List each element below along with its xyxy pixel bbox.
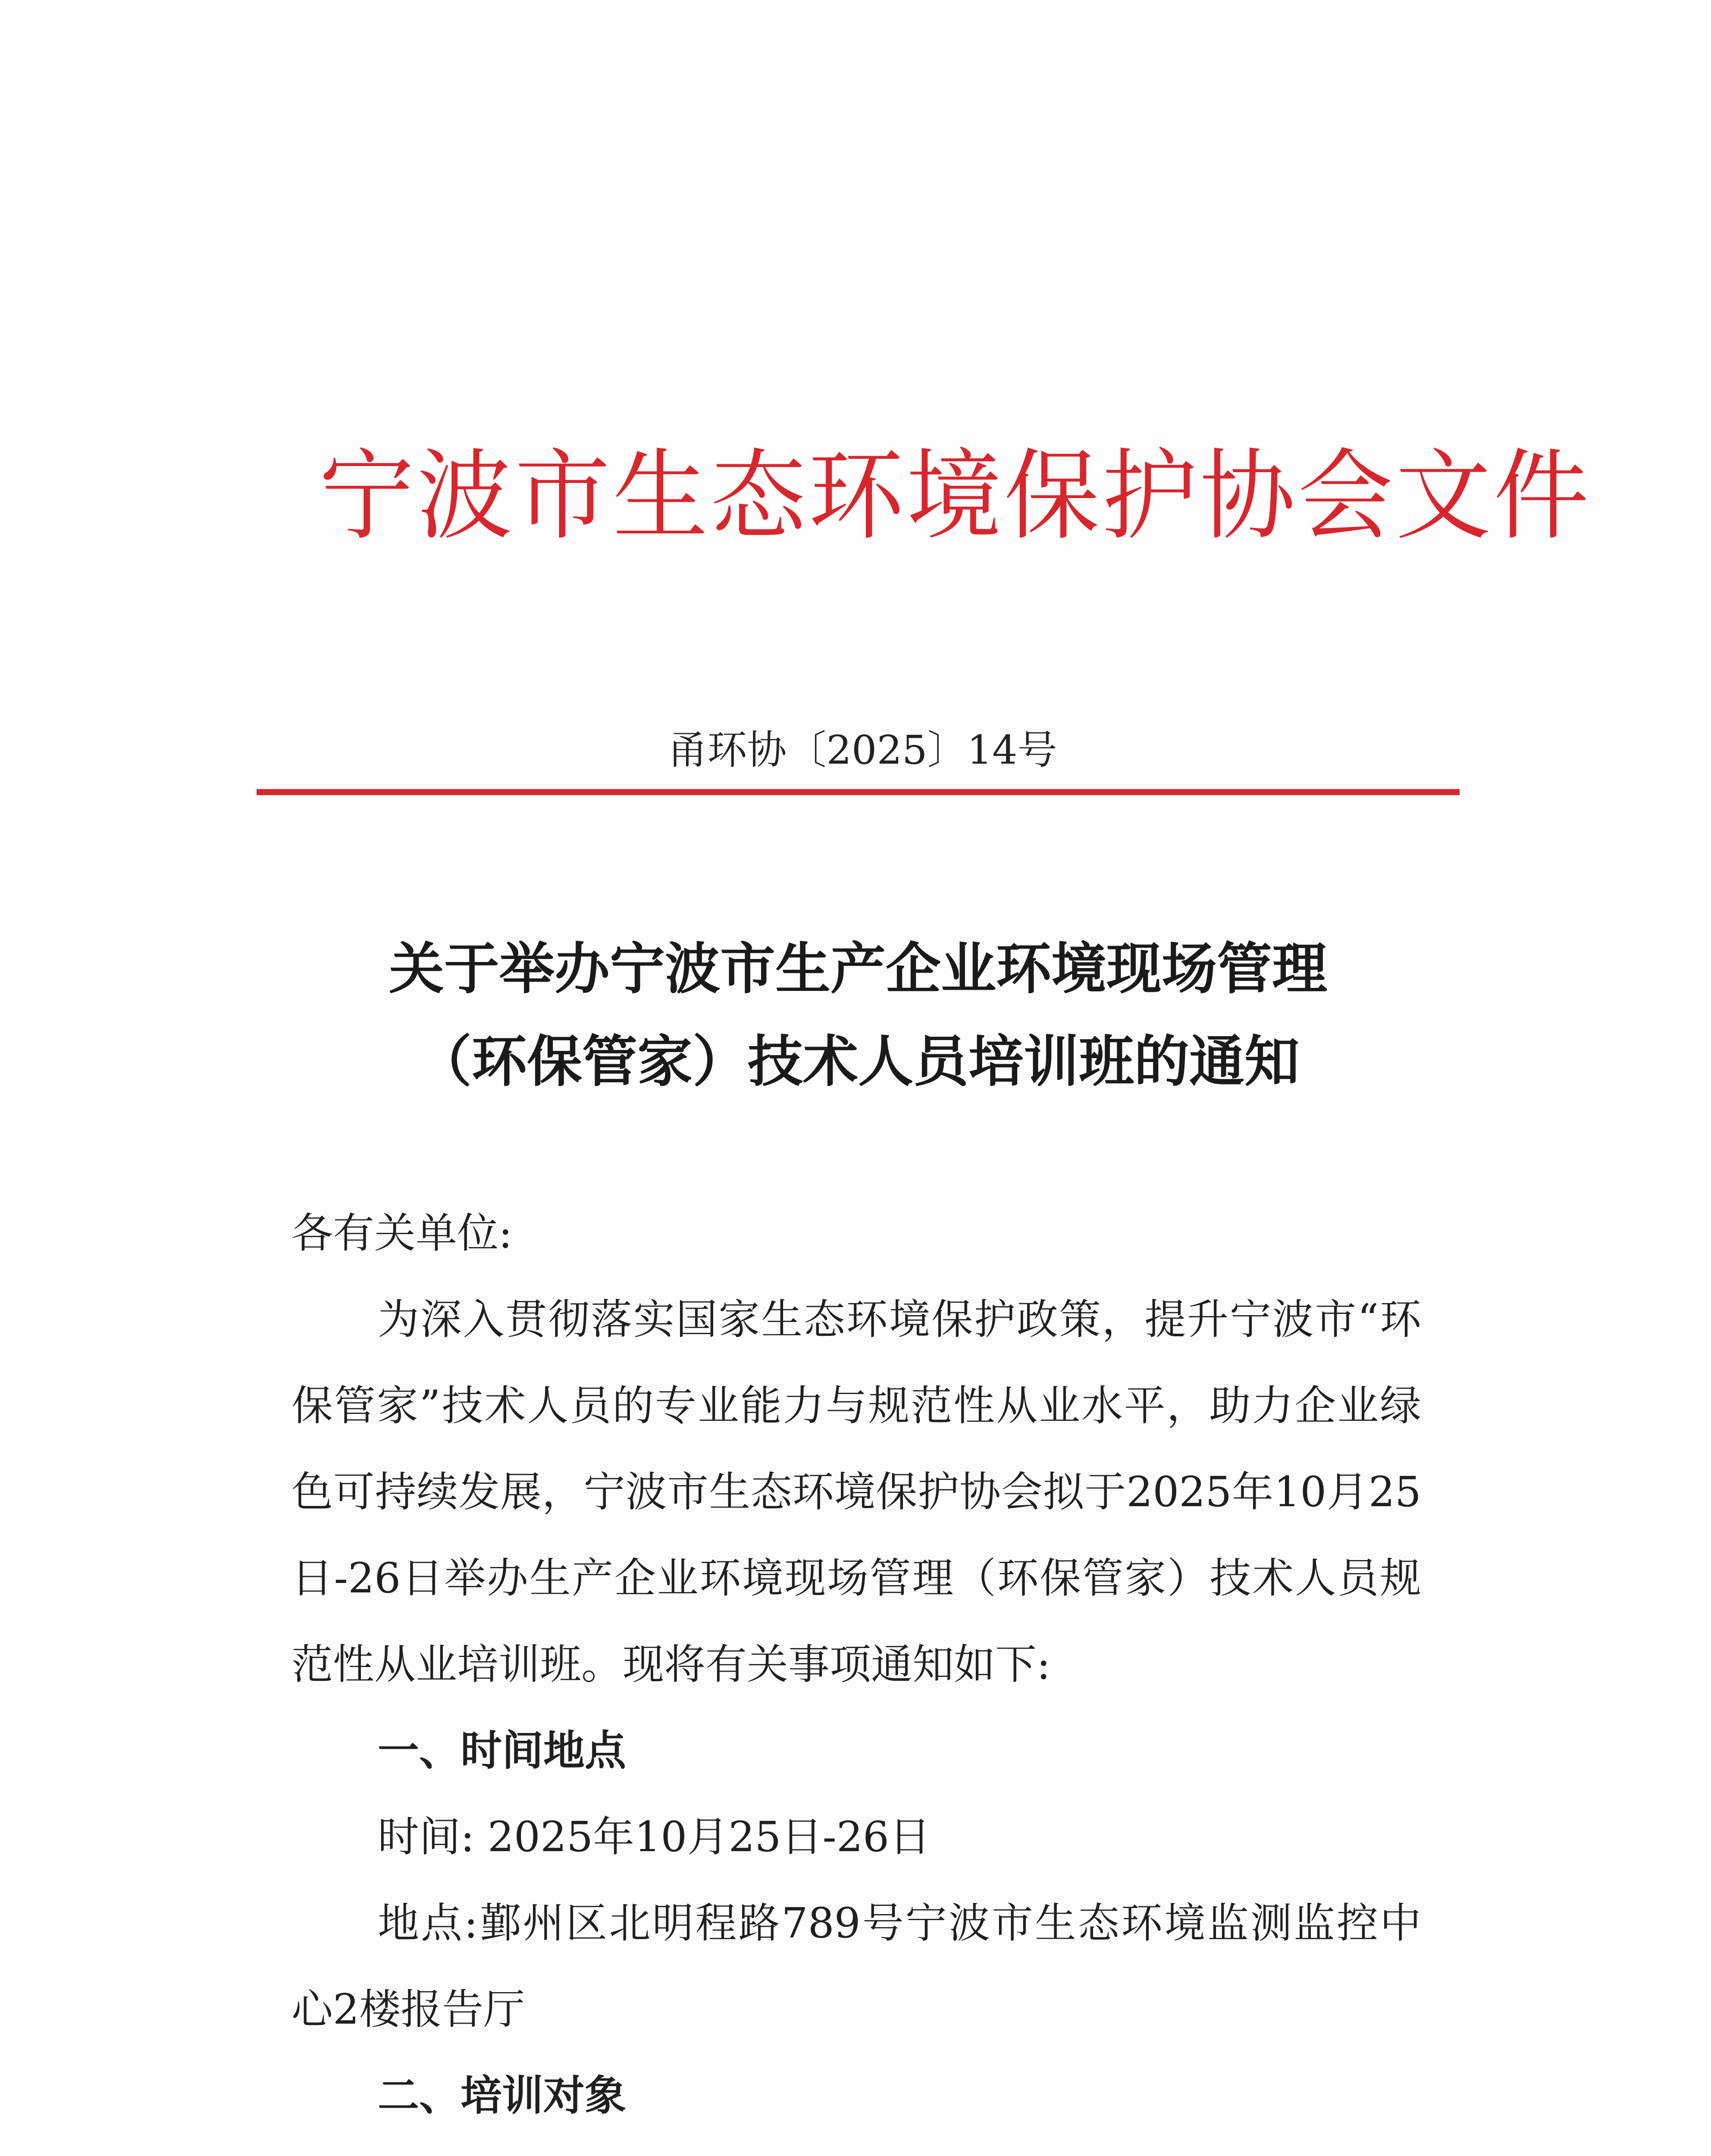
time-line: 时间: 2025年10月25日-26日	[378, 1813, 931, 1861]
salutation: 各有关单位:	[291, 1209, 513, 1257]
section-1-heading: 一、时间地点	[378, 1727, 626, 1775]
notice-title-line-2: （环保管家）技术人员培训班的通知	[416, 1029, 1300, 1094]
red-divider-line	[257, 789, 1460, 795]
place-paragraph: 地点:鄞州区北明程路789号宁波市生态环境监测监控中心2楼报告厅	[291, 1899, 1421, 2034]
section-2-heading: 二、培训对象	[378, 2071, 626, 2120]
section-2-paragraph	[291, 2139, 1421, 2156]
notice-title-line-1: 关于举办宁波市生产企业环境现场管理	[389, 937, 1327, 1001]
intro-paragraph: 为深入贯彻落实国家生态环境保护政策，提升宁波市“环保管家”技术人员的专业能力与规范性从业水平，助力企业绿色可持续发展，宁波市生态环境保护协会拟于2025年10月25日-26日举办生产企业环境现场管理（环保管家）技术人员规范性从业培训班。现将有关事项通知如下:	[291, 1295, 1421, 1689]
document-number: 甬环协〔2025〕14号	[667, 727, 1057, 773]
notice-body	[291, 1190, 1421, 2156]
notice-title	[259, 923, 1457, 1108]
letterhead-title: 宁波市生态环境保护协会文件	[319, 439, 1592, 553]
